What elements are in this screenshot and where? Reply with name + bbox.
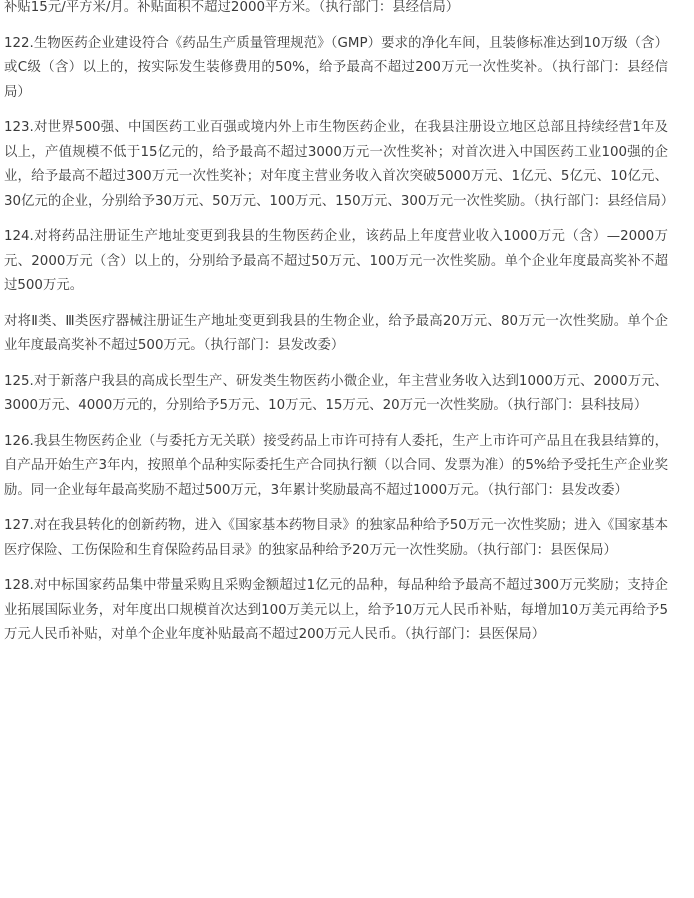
paragraph-121-tail: 补贴15元/平方米/月。补贴面积不超过2000平方米。（执行部门：县经信局）: [4, 0, 460, 15]
paragraph-124-devices: 对将Ⅱ类、Ⅲ类医疗器械注册证生产地址变更到我县的生物企业，给予最高20万元、80万元一次性奖励。单个企业年度最高奖补不超过500万元。（执行部门：县发改委）: [4, 313, 668, 353]
paragraph-123: 123.对世界500强、中国医药工业百强或境内外上市生物医药企业，在我县注册设立地区总部且持续经营1年及以上，产值规模不低于15亿元的，给予最高不超过3000万元一次性奖补；对首次进入中国医药工业100强的企业，给予最高不超过300万元一次性奖补；对年度主营业务收入首次突破5000万元、1亿元、5亿元、10亿元、30亿元的企业，分别给予30万元、50万元、100万元、150万元、300万元一次性奖励。（执行部门：县经信局）: [4, 120, 675, 209]
paragraph-127: 127.对在我县转化的创新药物，进入《国家基本药物目录》的独家品种给予50万元一次性奖励；进入《国家基本医疗保险、工伤保险和生育保险药品目录》的独家品种给予20万元一次性奖励。（执行部门：县医保局）: [4, 518, 668, 558]
paragraph-128: 128.对中标国家药品集中带量采购且采购金额超过1亿元的品种，每品种给予最高不超过300万元奖励；支持企业拓展国际业务，对年度出口规模首次达到100万美元以上，给予10万元人民币补贴，每增加10万美元再给予5万元人民币补贴，对单个企业年度补贴最高不超过200万元人民币。（执行部门：县医保局）: [4, 578, 668, 642]
document-body: [4, 0, 675, 659]
paragraph-126: 126.我县生物医药企业（与委托方无关联）接受药品上市许可持有人委托，生产上市许可产品且在我县结算的，自产品开始生产3年内，按照单个品种实际委托生产合同执行额（以合同、发票为准）的5%给予受托生产企业奖励。同一企业每年最高奖励不超过500万元，3年累计奖励最高不超过1000万元。（执行部门：县发改委）: [4, 433, 668, 498]
paragraph-122: 122.生物医药企业建设符合《药品生产质量管理规范》（GMP）要求的净化车间，且装修标准达到10万级（含）或C级（含）以上的，按实际发生装修费用的50%，给予最高不超过200万元一次性奖补。（执行部门：县经信局）: [4, 35, 668, 100]
paragraph-125: 125.对于新落户我县的高成长型生产、研发类生物医药小微企业，年主营业务收入达到1000万元、2000万元、3000万元、4000万元的，分别给予5万元、10万元、15万元、20万元一次性奖励。（执行部门：县科技局）: [4, 373, 668, 413]
paragraph-124: 124.对将药品注册证生产地址变更到我县的生物医药企业，该药品上年度营业收入1000万元（含）—2000万元、2000万元（含）以上的，分别给予最高不超过50万元、100万元一次性奖励。单个企业年度最高奖补不超过500万元。: [4, 229, 668, 293]
